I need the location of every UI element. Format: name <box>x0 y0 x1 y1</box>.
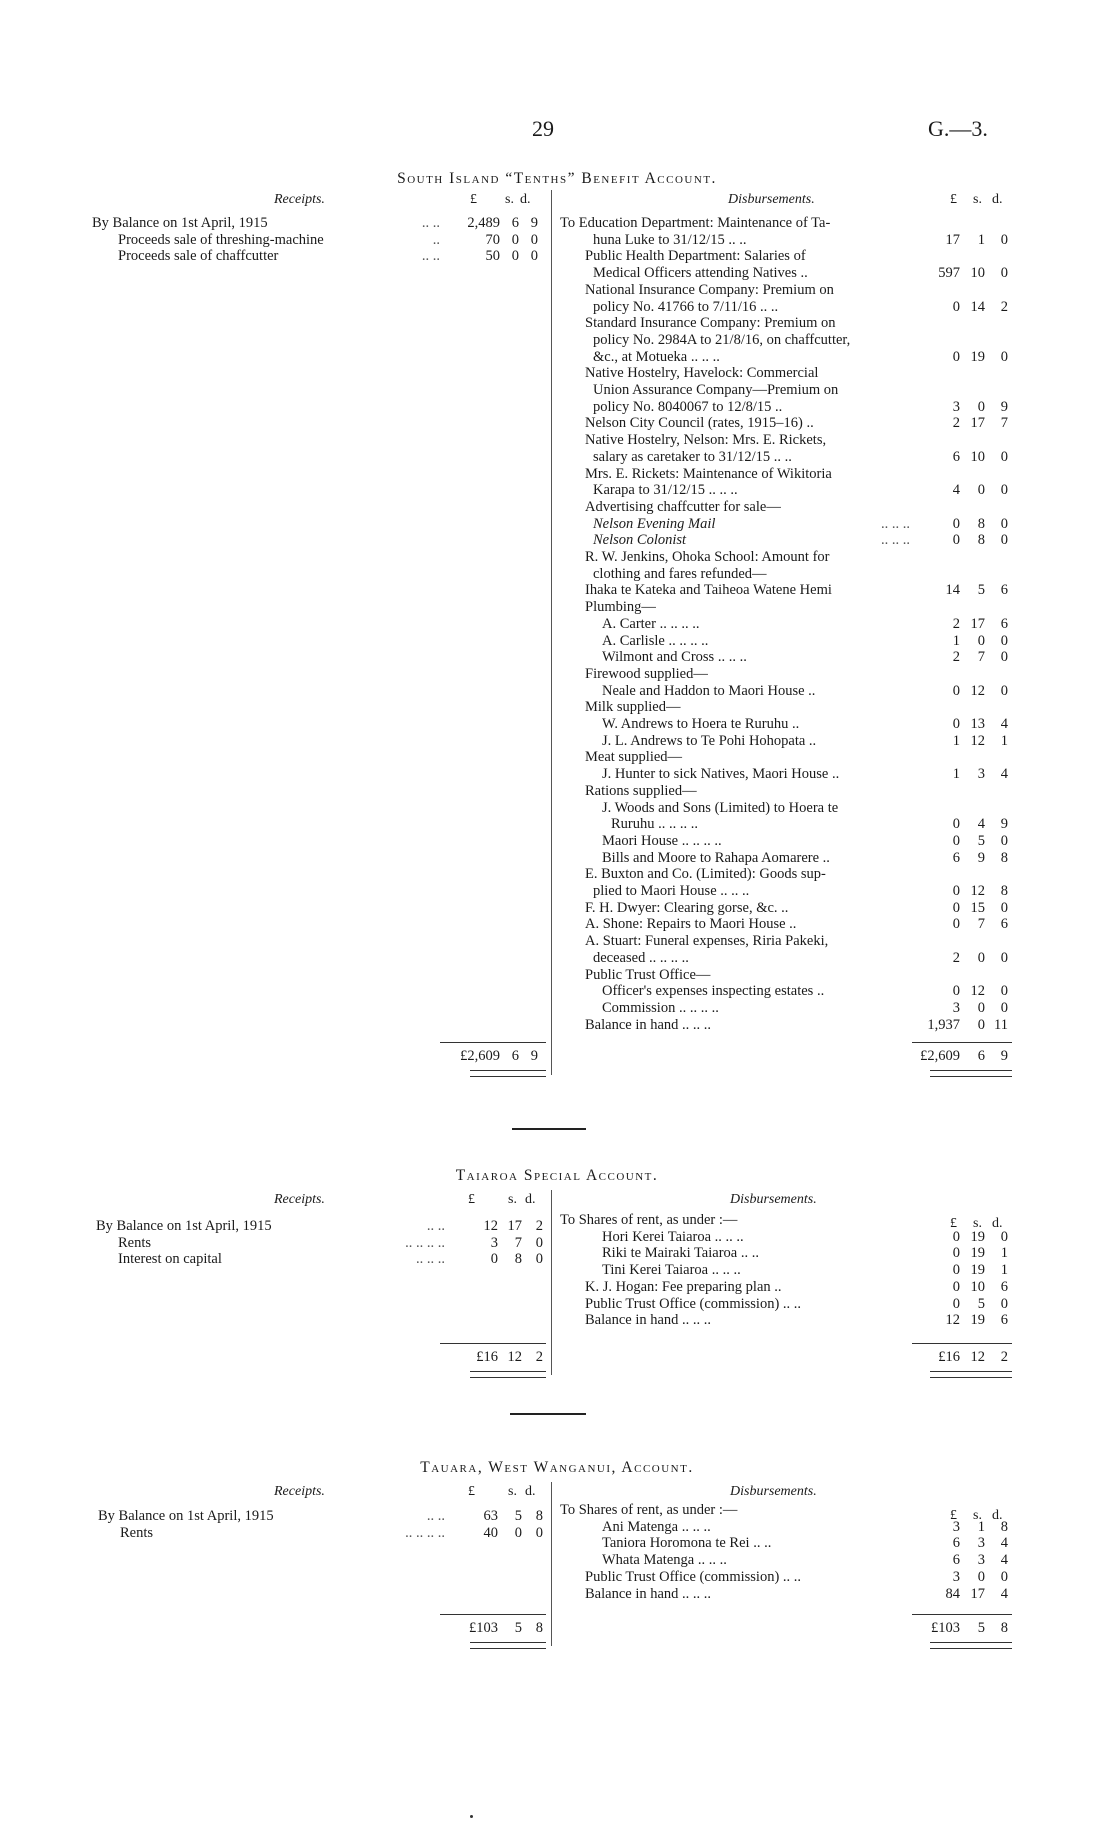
disbursements-pence-header: d. <box>992 192 1003 207</box>
receipts-pence-header: d. <box>525 1484 536 1499</box>
disbursement-row-pence: 8 <box>1000 883 1008 899</box>
disbursements-total-double-rule <box>930 1371 1012 1378</box>
disbursement-row-label: Native Hostelry, Nelson: Mrs. E. Rickets, <box>585 432 827 449</box>
column-divider <box>551 1190 552 1375</box>
disbursement-row-shillings: 19 <box>970 1228 985 1245</box>
account-title: South Island “Tenths” Benefit Account. <box>397 170 717 187</box>
disbursements-total-pence: 2 <box>1000 1349 1008 1365</box>
disbursement-row-pounds: 0 <box>952 532 960 549</box>
disbursements-total-pence: 8 <box>1000 1620 1008 1636</box>
receipts-total-pounds: £16 <box>476 1349 498 1365</box>
disbursement-row-label: Officer's expenses inspecting estates .. <box>602 983 825 1000</box>
disbursement-row-shillings: 8 <box>977 532 985 549</box>
disbursement-row-pounds: 14 <box>945 582 960 599</box>
disbursements-pence-header: d. <box>992 1508 1003 1523</box>
disbursement-row-shillings: 12 <box>970 983 985 1000</box>
disbursement-row-label: &c., at Motueka .. .. .. <box>593 348 720 365</box>
receipt-row-pence: 0 <box>530 248 538 265</box>
disbursement-row-pence: 6 <box>1000 582 1008 599</box>
receipt-row-label: Rents <box>120 1524 154 1541</box>
column-divider <box>551 1482 552 1646</box>
disbursement-row-label: clothing and fares refunded— <box>593 565 767 582</box>
disbursement-row-shillings: 13 <box>970 716 985 732</box>
disbursement-row-pounds: 6 <box>952 1535 960 1552</box>
disbursement-row-label: Riki te Mairaki Taiaroa .. .. <box>602 1245 759 1262</box>
disbursement-row-label: Nelson Colonist <box>593 532 687 549</box>
disbursement-row-label: Nelson Evening Mail <box>593 515 716 532</box>
disbursement-row-pounds: 2 <box>952 415 960 432</box>
disbursement-row-pence: 0 <box>1000 1295 1008 1312</box>
disbursement-row-label: Plumbing— <box>585 599 656 616</box>
receipt-row-shillings: 7 <box>514 1234 522 1251</box>
disbursement-row-shillings: 5 <box>977 582 985 599</box>
disbursements-shillings-header: s. <box>973 192 982 207</box>
receipt-row-pounds: 12 <box>483 1218 498 1234</box>
disbursement-row-label: E. Buxton and Co. (Limited): Goods sup- <box>585 866 826 883</box>
disbursement-row-pounds: 0 <box>952 298 960 315</box>
disbursement-row-pence: 0 <box>1000 949 1008 966</box>
disbursement-row-shillings: 19 <box>970 348 985 365</box>
disbursement-row-pounds: 1 <box>952 766 960 783</box>
disbursement-row-pounds: 6 <box>952 849 960 866</box>
receipt-row-pounds: 40 <box>483 1524 498 1541</box>
disbursement-row-pounds: 0 <box>952 1228 960 1245</box>
disbursement-row-pence: 6 <box>1000 1312 1008 1329</box>
disbursement-row-pounds: 0 <box>952 515 960 532</box>
receipts-shillings-header: s. <box>508 1484 517 1499</box>
disbursement-row-label: Public Health Department: Salaries of <box>585 248 806 265</box>
disbursement-row-pounds: 1,937 <box>927 1016 960 1033</box>
disbursement-row-label: R. W. Jenkins, Ohoka School: Amount for <box>585 549 830 565</box>
disbursement-row-pence: 4 <box>1000 766 1008 783</box>
receipt-row-pounds: 50 <box>485 248 500 265</box>
disbursement-row-pounds: 2 <box>952 949 960 966</box>
disbursement-row-label: K. J. Hogan: Fee preparing plan .. <box>585 1278 782 1295</box>
disbursement-row-shillings: 3 <box>977 1535 985 1552</box>
receipts-total-pence: 9 <box>530 1048 538 1064</box>
disbursement-row-pounds: 3 <box>952 398 960 415</box>
disbursement-row-label: Bills and Moore to Rahapa Aomarere .. <box>602 849 830 866</box>
receipt-row-pence: 0 <box>535 1251 543 1268</box>
receipts-shillings-header: s. <box>505 192 514 207</box>
disbursement-row-pence: 0 <box>1000 515 1008 532</box>
disbursement-row-label: Whata Matenga .. .. .. <box>602 1552 727 1569</box>
disbursement-row-pence: 6 <box>1000 916 1008 933</box>
disbursements-total-rule <box>912 1343 1012 1344</box>
receipt-row-label: Proceeds sale of threshing-machine <box>118 231 324 248</box>
disbursement-row-pence: 0 <box>1000 1568 1008 1585</box>
disbursement-row-label: J. Hunter to sick Natives, Maori House .. <box>602 766 840 783</box>
receipts-total-rule <box>440 1614 546 1615</box>
receipts-heading: Receipts. <box>274 192 325 207</box>
disbursement-row-pence: 0 <box>1000 682 1008 699</box>
receipt-row-shillings: 0 <box>511 248 519 265</box>
disbursement-row-label: To Education Department: Maintenance of Ta- <box>560 215 831 231</box>
disbursement-row-pounds: 17 <box>945 231 960 248</box>
disbursements-heading: Disbursements. <box>730 1192 817 1207</box>
disbursement-row-pence: 1 <box>1000 1245 1008 1262</box>
disbursement-row-label: Ani Matenga .. .. .. <box>602 1518 711 1535</box>
disbursements-total-rule <box>912 1614 1012 1615</box>
disbursement-row-pence: 0 <box>1000 632 1008 649</box>
disbursement-row-pence: 1 <box>1000 1262 1008 1279</box>
disbursement-row-pounds: 0 <box>952 899 960 916</box>
disbursement-row-pounds: 2 <box>952 615 960 632</box>
disbursements-shillings-header: s. <box>973 1216 982 1231</box>
disbursements-shillings-header: s. <box>973 1508 982 1523</box>
receipt-row-leader: .. .. <box>421 215 440 231</box>
receipts-total-double-rule <box>470 1371 546 1378</box>
disbursement-row-shillings: 14 <box>970 298 985 315</box>
disbursement-row-pounds: 1 <box>952 632 960 649</box>
receipts-total-double-rule <box>470 1642 546 1649</box>
disbursements-pence-header: d. <box>992 1216 1003 1231</box>
disbursements-total-shillings: 12 <box>970 1349 985 1365</box>
receipt-row-shillings: 5 <box>514 1508 522 1524</box>
column-divider <box>551 190 552 1075</box>
disbursement-row-pence: 6 <box>1000 615 1008 632</box>
disbursement-row-label: policy No. 41766 to 7/11/16 .. .. <box>593 298 779 315</box>
receipt-row-shillings: 6 <box>511 215 519 231</box>
disbursement-row-shillings: 10 <box>970 448 985 465</box>
disbursement-row-pounds: 0 <box>952 1262 960 1279</box>
disbursement-row-label: Tini Kerei Taiaroa .. .. .. <box>602 1262 741 1279</box>
disbursement-row-shillings: 5 <box>977 1295 985 1312</box>
disbursement-row-pence: 0 <box>1000 348 1008 365</box>
disbursement-row-label: Wilmont and Cross .. .. .. <box>602 649 747 666</box>
disbursement-row-label: Firewood supplied— <box>585 665 708 682</box>
receipt-row-label: Rents <box>118 1234 152 1251</box>
disbursement-row-label: policy No. 2984A to 21/8/16, on chaffcutter, <box>593 331 851 348</box>
disbursements-total-shillings: 6 <box>977 1048 985 1064</box>
receipts-pounds-header: £ <box>468 1192 475 1207</box>
receipt-row-leader: .. <box>432 231 440 248</box>
disbursement-row-label: policy No. 8040067 to 12/8/15 .. <box>593 398 783 415</box>
section-separator <box>510 1413 586 1415</box>
disbursement-row-label: Karapa to 31/12/15 .. .. .. <box>593 482 738 499</box>
disbursement-row-shillings: 7 <box>977 916 985 933</box>
disbursement-row-label: Ruruhu .. .. .. .. <box>611 816 698 833</box>
disbursement-row-label: plied to Maori House .. .. .. <box>593 883 750 899</box>
disbursement-row-shillings: 15 <box>970 899 985 916</box>
disbursement-row-pence: 0 <box>1000 265 1008 282</box>
disbursement-row-label: Public Trust Office (commission) .. .. <box>585 1568 802 1585</box>
disbursement-row-shillings: 7 <box>977 649 985 666</box>
disbursement-row-pounds: 0 <box>952 916 960 933</box>
disbursement-row-shillings: 0 <box>977 1016 985 1033</box>
disbursement-row-shillings: 17 <box>970 1585 985 1602</box>
disbursement-row-shillings: 8 <box>977 515 985 532</box>
disbursement-row-pence: 0 <box>1000 832 1008 849</box>
receipt-row-shillings: 0 <box>511 231 519 248</box>
disbursement-row-label: F. H. Dwyer: Clearing gorse, &c. .. <box>585 899 789 916</box>
receipt-row-label: Proceeds sale of chaffcutter <box>118 248 279 265</box>
disbursement-row-label: A. Stuart: Funeral expenses, Riria Pakeki, <box>585 933 829 950</box>
disbursement-row-pounds: 0 <box>952 832 960 849</box>
disbursement-row-label: Rations supplied— <box>585 782 697 799</box>
receipt-row-pence: 2 <box>535 1218 543 1234</box>
disbursement-row-pence: 0 <box>1000 1228 1008 1245</box>
disbursement-row-label: Balance in hand .. .. .. <box>585 1016 712 1033</box>
disbursement-row-shillings: 0 <box>977 398 985 415</box>
disbursement-row-pence: 6 <box>1000 1278 1008 1295</box>
disbursement-row-shillings: 19 <box>970 1262 985 1279</box>
receipt-row-pence: 9 <box>530 215 538 231</box>
account-title: Taiaroa Special Account. <box>455 1167 659 1184</box>
disbursement-row-label: salary as caretaker to 31/12/15 .. .. <box>593 448 792 465</box>
disbursement-row-pounds: 12 <box>945 1312 960 1329</box>
disbursement-row-pounds: 0 <box>952 983 960 1000</box>
disbursement-row-pence: 9 <box>1000 398 1008 415</box>
disbursement-row-label: Balance in hand .. .. .. <box>585 1585 712 1602</box>
disbursement-row-shillings: 3 <box>977 1552 985 1569</box>
disbursements-total-double-rule <box>930 1070 1012 1077</box>
disbursement-row-pounds: 0 <box>952 1278 960 1295</box>
disbursement-row-label: Public Trust Office— <box>585 966 711 983</box>
disbursement-row-label: A. Shone: Repairs to Maori House .. <box>585 916 797 933</box>
disbursement-row-label: Mrs. E. Rickets: Maintenance of Wikitoria <box>585 465 832 482</box>
disbursement-row-pence: 0 <box>1000 649 1008 666</box>
disbursement-row-pounds: 6 <box>952 1552 960 1569</box>
disbursement-row-pounds: 3 <box>952 1568 960 1585</box>
disbursement-row-pence: 0 <box>1000 999 1008 1016</box>
disbursement-row-pounds: 3 <box>952 1518 960 1535</box>
disbursement-row-shillings: 1 <box>977 1518 985 1535</box>
disbursement-row-shillings: 3 <box>977 766 985 783</box>
receipts-pounds-header: £ <box>468 1484 475 1499</box>
disbursements-total-pounds: £16 <box>938 1349 960 1365</box>
disbursement-row-label: A. Carter .. .. .. .. <box>602 615 700 632</box>
receipts-total-shillings: 5 <box>514 1620 522 1636</box>
account-title: Tauara, West Wanganui, Account. <box>420 1459 694 1476</box>
disbursement-row-shillings: 4 <box>977 816 985 833</box>
disbursement-row-pence: 0 <box>1000 482 1008 499</box>
receipts-heading: Receipts. <box>274 1192 325 1207</box>
disbursement-row-pounds: 3 <box>952 999 960 1016</box>
disbursements-total-shillings: 5 <box>977 1620 985 1636</box>
receipts-total-rule <box>440 1343 546 1344</box>
disbursement-row-label: Standard Insurance Company: Premium on <box>585 315 836 332</box>
disbursement-row-pence: 8 <box>1000 1518 1008 1535</box>
disbursement-row-shillings: 10 <box>970 1278 985 1295</box>
disbursement-row-pounds: 0 <box>952 348 960 365</box>
disbursement-row-pounds: 0 <box>952 883 960 899</box>
receipt-row-pounds: 70 <box>485 231 500 248</box>
disbursement-row-shillings: 5 <box>977 832 985 849</box>
page-dot-mark <box>470 1815 473 1818</box>
disbursement-row-pence: 8 <box>1000 849 1008 866</box>
disbursement-row-shillings: 0 <box>977 482 985 499</box>
disbursement-row-label: To Shares of rent, as under :— <box>560 1212 738 1228</box>
receipts-shillings-header: s. <box>508 1192 517 1207</box>
section-separator <box>512 1128 586 1130</box>
disbursements-total-double-rule <box>930 1642 1012 1649</box>
disbursements-pounds-header: £ <box>950 1508 957 1523</box>
disbursement-row-pounds: 0 <box>952 682 960 699</box>
receipts-total-pounds: £2,609 <box>460 1048 500 1064</box>
disbursement-row-pounds: 0 <box>952 716 960 732</box>
disbursement-row-label: Taniora Horomona te Rei .. .. <box>602 1535 772 1552</box>
disbursement-row-pence: 0 <box>1000 899 1008 916</box>
receipt-row-label: Interest on capital <box>118 1251 222 1268</box>
receipt-row-label: By Balance on 1st April, 1915 <box>92 215 268 231</box>
receipt-row-leader: .. .. <box>421 248 440 265</box>
receipt-row-pounds: 2,489 <box>467 215 500 231</box>
disbursement-row-label: J. Woods and Sons (Limited) to Hoera te <box>602 799 839 816</box>
disbursement-row-label: Union Assurance Company—Premium on <box>593 382 839 398</box>
disbursement-row-shillings: 0 <box>977 949 985 966</box>
disbursement-row-label: Medical Officers attending Natives .. <box>593 265 808 282</box>
receipt-row-leader: .. .. .. .. <box>405 1234 445 1251</box>
receipt-row-label: By Balance on 1st April, 1915 <box>98 1508 274 1524</box>
disbursement-row-label: Hori Kerei Taiaroa .. .. .. <box>602 1228 744 1245</box>
disbursement-row-shillings: 1 <box>977 231 985 248</box>
receipt-row-pence: 0 <box>535 1524 543 1541</box>
disbursement-row-label: Advertising chaffcutter for sale— <box>585 498 781 515</box>
disbursement-row-shillings: 12 <box>970 732 985 749</box>
disbursement-row-shillings: 12 <box>970 883 985 899</box>
disbursement-row-pounds: 1 <box>952 732 960 749</box>
disbursement-row-pence: 0 <box>1000 532 1008 549</box>
receipt-row-pounds: 3 <box>490 1234 498 1251</box>
receipts-total-double-rule <box>470 1070 546 1077</box>
disbursements-total-pence: 9 <box>1000 1048 1008 1064</box>
disbursement-row-shillings: 19 <box>970 1245 985 1262</box>
disbursements-heading: Disbursements. <box>728 192 815 207</box>
disbursement-row-pence: 0 <box>1000 448 1008 465</box>
disbursement-row-pence: 4 <box>1000 1535 1008 1552</box>
receipts-total-shillings: 12 <box>507 1349 522 1365</box>
disbursement-row-pence: 4 <box>1000 716 1008 732</box>
disbursement-row-label: deceased .. .. .. .. <box>593 949 689 966</box>
disbursement-row-leader: .. .. .. <box>881 515 910 532</box>
disbursement-row-label: A. Carlisle .. .. .. .. <box>602 632 709 649</box>
disbursement-row-label: To Shares of rent, as under :— <box>560 1502 738 1518</box>
disbursement-row-pence: 9 <box>1000 816 1008 833</box>
disbursement-row-label: Meat supplied— <box>585 749 683 766</box>
disbursement-row-label: J. L. Andrews to Te Pohi Hohopata .. <box>602 732 817 749</box>
disbursement-row-shillings: 0 <box>977 632 985 649</box>
disbursement-row-pounds: 4 <box>952 482 960 499</box>
disbursement-row-pounds: 84 <box>945 1585 960 1602</box>
disbursements-pounds-header: £ <box>950 192 957 207</box>
disbursement-row-pence: 0 <box>1000 983 1008 1000</box>
disbursement-row-label: Ihaka te Kateka and Taiheoa Watene Hemi <box>585 582 832 599</box>
disbursement-row-label: Commission .. .. .. .. <box>602 999 719 1016</box>
disbursement-row-shillings: 12 <box>970 682 985 699</box>
disbursement-row-label: Balance in hand .. .. .. <box>585 1312 712 1329</box>
disbursement-row-shillings: 0 <box>977 999 985 1016</box>
disbursement-row-label: Native Hostelry, Havelock: Commercial <box>585 365 819 382</box>
disbursement-row-pence: 7 <box>1000 415 1008 432</box>
disbursement-row-label: Milk supplied— <box>585 699 681 716</box>
receipt-row-pence: 0 <box>530 231 538 248</box>
receipts-pence-header: d. <box>525 1192 536 1207</box>
receipt-row-pence: 0 <box>535 1234 543 1251</box>
receipts-total-shillings: 6 <box>511 1048 519 1064</box>
disbursement-row-shillings: 17 <box>970 415 985 432</box>
disbursement-row-pence: 4 <box>1000 1585 1008 1602</box>
receipts-heading: Receipts. <box>274 1484 325 1499</box>
receipt-row-label: By Balance on 1st April, 1915 <box>96 1218 272 1234</box>
receipts-total-rule <box>440 1042 546 1043</box>
receipt-row-pounds: 0 <box>490 1251 498 1268</box>
disbursement-row-pounds: 597 <box>938 265 960 282</box>
disbursement-row-pence: 1 <box>1000 732 1008 749</box>
disbursement-row-label: Nelson City Council (rates, 1915–16) .. <box>585 415 814 432</box>
disbursement-row-label: huna Luke to 31/12/15 .. .. <box>593 231 747 248</box>
disbursements-total-pounds: £103 <box>931 1620 960 1636</box>
disbursement-row-label: Neale and Haddon to Maori House .. <box>602 682 816 699</box>
disbursement-row-pence: 2 <box>1000 298 1008 315</box>
receipts-pounds-header: £ <box>470 192 477 207</box>
disbursement-row-pence: 0 <box>1000 231 1008 248</box>
disbursement-row-pence: 11 <box>994 1016 1008 1033</box>
disbursement-row-label: Public Trust Office (commission) .. .. <box>585 1295 802 1312</box>
receipt-row-shillings: 8 <box>514 1251 522 1268</box>
receipt-row-leader: .. .. .. .. <box>405 1524 445 1541</box>
page-reference: G.—3. <box>928 116 988 141</box>
disbursement-row-pounds: 6 <box>952 448 960 465</box>
disbursement-row-shillings: 17 <box>970 615 985 632</box>
disbursement-row-label: Maori House .. .. .. .. <box>602 832 722 849</box>
receipts-pence-header: d. <box>520 192 531 207</box>
receipt-row-leader: .. .. <box>426 1508 445 1524</box>
page-number: 29 <box>532 116 554 141</box>
disbursement-row-label: National Insurance Company: Premium on <box>585 281 834 298</box>
disbursement-row-pounds: 0 <box>952 1245 960 1262</box>
disbursement-row-pounds: 0 <box>952 1295 960 1312</box>
receipt-row-leader: .. .. <box>426 1218 445 1234</box>
disbursements-heading: Disbursements. <box>730 1484 817 1499</box>
receipt-row-leader: .. .. .. <box>416 1251 445 1268</box>
receipts-total-pounds: £103 <box>469 1620 498 1636</box>
disbursements-pounds-header: £ <box>950 1216 957 1231</box>
disbursement-row-label: W. Andrews to Hoera te Ruruhu .. <box>602 716 800 732</box>
disbursements-total-rule <box>912 1042 1012 1043</box>
disbursement-row-pounds: 2 <box>952 649 960 666</box>
receipt-row-shillings: 0 <box>514 1524 522 1541</box>
receipt-row-pence: 8 <box>535 1508 543 1524</box>
receipt-row-shillings: 17 <box>507 1218 522 1234</box>
disbursements-total-pounds: £2,609 <box>920 1048 960 1064</box>
receipts-total-pence: 8 <box>535 1620 543 1636</box>
receipts-total-pence: 2 <box>535 1349 543 1365</box>
disbursement-row-pence: 4 <box>1000 1552 1008 1569</box>
disbursement-row-shillings: 0 <box>977 1568 985 1585</box>
disbursement-row-pounds: 0 <box>952 816 960 833</box>
disbursement-row-shillings: 9 <box>977 849 985 866</box>
disbursement-row-shillings: 19 <box>970 1312 985 1329</box>
receipt-row-pounds: 63 <box>483 1508 498 1524</box>
disbursement-row-shillings: 10 <box>970 265 985 282</box>
disbursement-row-leader: .. .. .. <box>881 532 910 549</box>
